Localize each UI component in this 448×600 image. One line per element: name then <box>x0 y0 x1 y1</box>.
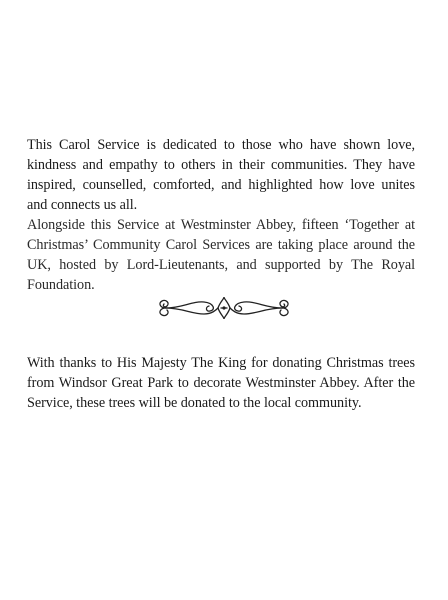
scroll-flourish-icon <box>152 293 296 323</box>
acknowledgement-paragraph: With thanks to His Majesty The King for donating Christmas trees from Windsor Great Park to decorate Westminster Abbey. After the Service, these trees will be donated to the local community. <box>27 355 415 411</box>
dedication-paragraph: This Carol Service is dedicated to those who have shown love, kindness and empathy to others in their communities. They have inspired, counselled, comforted, and highlighted how love unites and connects us all. <box>27 137 415 213</box>
community-services-paragraph: Alongside this Service at Westminster Abbey, fifteen ‘Together at Christmas’ Community Carol Services are taking place around the UK, hosted by Lord-Lieutenants, and supported by The Royal Foundation. <box>27 217 415 293</box>
